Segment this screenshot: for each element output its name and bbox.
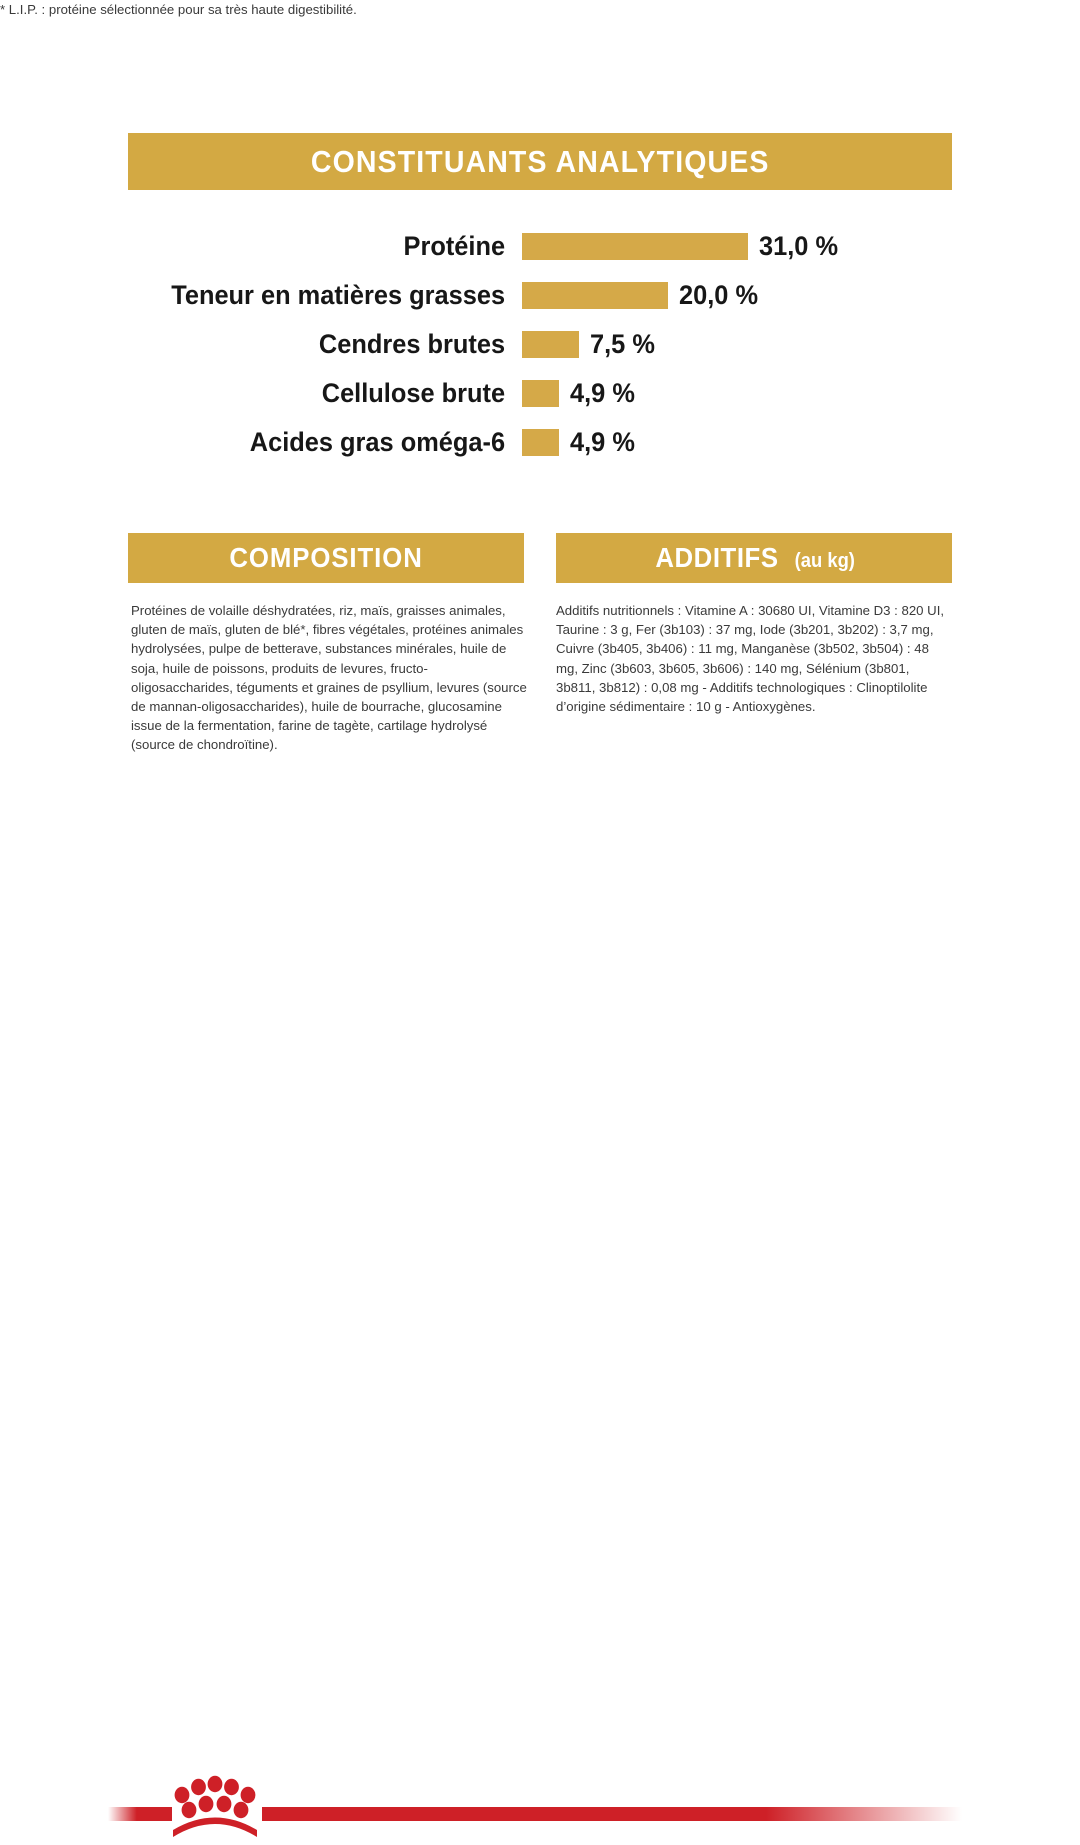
bar-fill: [522, 282, 668, 309]
bar-track: [522, 280, 952, 311]
bar-label: Cendres brutes: [318, 328, 506, 359]
bar-value: 20,0 %: [679, 279, 759, 310]
bar-label: Acides gras oméga-6: [249, 426, 506, 457]
bar-fill: [522, 233, 748, 260]
bar-fill: [522, 331, 579, 358]
chart-row-matieres-grasses: [128, 275, 952, 315]
bar-value: 4,9 %: [570, 426, 635, 457]
royal-canin-crown-icon: [165, 1773, 265, 1845]
additifs-subtitle: (au kg): [794, 550, 856, 572]
analytical-constituents-title: CONSTITUANTS ANALYTIQUES: [310, 143, 770, 179]
chart-row-cendres-brutes: [128, 324, 952, 364]
bar-label: Teneur en matières grasses: [171, 279, 506, 310]
nutrient-bar-chart: [128, 226, 952, 471]
bar-track: [522, 427, 952, 458]
composition-header: [128, 533, 524, 583]
bar-track: [522, 378, 952, 409]
bar-label: Protéine: [403, 230, 506, 261]
chart-row-omega-6: [128, 422, 952, 462]
additifs-header: [556, 533, 952, 583]
bar-value: 31,0 %: [759, 230, 839, 261]
chart-row-cellulose-brute: [128, 373, 952, 413]
bar-label: Cellulose brute: [321, 377, 506, 408]
bar-value: 4,9 %: [570, 377, 635, 408]
composition-title: COMPOSITION: [229, 542, 423, 573]
brand-footer: [0, 880, 1080, 1000]
analytical-constituents-header: [128, 133, 952, 190]
composition-body-text: Protéines de volaille déshydratées, riz, maïs, graisses animales, gluten de maïs, gluten de blé*, fibres végétales, protéines animales hydrolysées, pulpe de betterave, substances minérales, huile de soja, huile de poissons, produits de levures, fructo-oligosaccharides, téguments et graines de psyllium, levures (source de mannan-oligosaccharides), huile de bourrache, glucosamine issue de la fermentation, farine de tagète, cartilage hydrolysé (source de chondroïtine).: [131, 603, 527, 753]
chart-row-proteine: [128, 226, 952, 266]
lip-footnote: * L.I.P. : protéine sélectionnée pour sa très haute digestibilité.: [0, 2, 357, 17]
additifs-body-text: Additifs nutritionnels : Vitamine A : 30680 UI, Vitamine D3 : 820 UI, Taurine : 3 g, Fer (3b103) : 37 mg, Iode (3b201, 3b202) : 3,7 mg, Cuivre (3b405, 3b406) : 11 mg, Manganèse (3b502, 3b504) : 48 mg, Zinc (3b603, 3b605, 3b606) : 140 mg, Sélénium (3b801, 3b811, 3b812) : 0,08 mg - Additifs technologiques : Clinoptilolite d’origine sédimentaire : 10 g - Antioxygènes.: [556, 603, 945, 715]
bar-fill: [522, 429, 559, 456]
additifs-title: ADDITIFS: [655, 542, 779, 573]
bar-value: 7,5 %: [590, 328, 655, 359]
footer-rule-right: [262, 1807, 962, 1821]
bar-fill: [522, 380, 559, 407]
bar-track: [522, 329, 952, 360]
bar-track: [522, 231, 952, 262]
additifs-title-group: [650, 542, 857, 574]
footer-rule-left: [108, 1807, 172, 1821]
